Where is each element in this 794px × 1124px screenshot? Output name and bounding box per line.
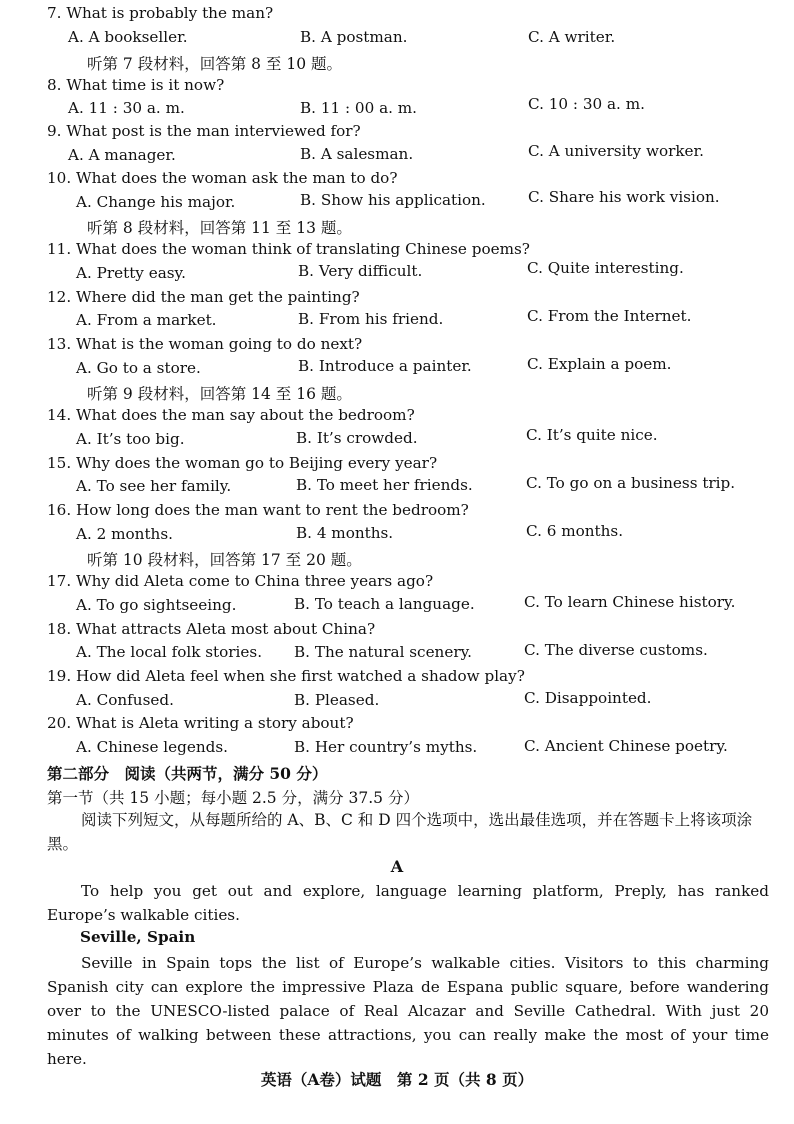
option-16b: B. 4 months. (296, 524, 394, 542)
passage-subheading: Seville, Spain (80, 928, 196, 946)
option-14b: B. It’s crowded. (296, 429, 418, 447)
section-header: 听第 9 段材料，回答第 14 至 16 题。 (87, 385, 352, 403)
option-7b: B. A postman. (300, 28, 408, 46)
option-7c: C. A writer. (528, 28, 616, 46)
option-20c: C. Ancient Chinese poetry. (524, 737, 728, 755)
question-14: 14. What does the man say about the bedroom? (47, 406, 415, 424)
question-15: 15. Why does the woman go to Beijing every year? (47, 454, 438, 472)
option-8c: C. 10 : 30 a. m. (528, 95, 645, 113)
option-11a: A. Pretty easy. (76, 264, 186, 282)
option-13b: B. Introduce a painter. (298, 357, 472, 375)
option-18a: A. The local folk stories. (76, 643, 263, 661)
option-19a: A. Confused. (76, 691, 174, 709)
option-7a: A. A bookseller. (68, 28, 188, 46)
option-10a: A. Change his major. (76, 193, 236, 211)
section-header: 听第 10 段材料，回答第 17 至 20 题。 (87, 551, 362, 569)
option-15b: B. To meet her friends. (296, 476, 473, 494)
option-11b: B. Very difficult. (298, 262, 423, 280)
section-header: 听第 8 段材料，回答第 11 至 13 题。 (87, 219, 352, 237)
passage-paragraph: Seville in Spain tops the list of Europe’s walkable cities. Visitors to this charming Spanish city can explore the impressive Plaza de Espana public square, before wandering over to the UNESCO-listed palace of Real Alcazar and Seville Cathedral. With just 20 minutes of walking between these attractions, you can really make the most of your time here. (47, 954, 769, 1068)
option-14c: C. It’s quite nice. (526, 426, 658, 444)
question-13: 13. What is the woman going to do next? (47, 335, 363, 353)
question-9: 9. What post is the man interviewed for? (47, 122, 361, 140)
option-9b: B. A salesman. (300, 145, 414, 163)
option-9a: A. A manager. (68, 146, 176, 164)
option-9c: C. A university worker. (528, 142, 704, 160)
option-11c: C. Quite interesting. (527, 259, 684, 277)
option-17a: A. To go sightseeing. (76, 596, 237, 614)
option-18b: B. The natural scenery. (294, 643, 472, 661)
section-header: 听第 7 段材料，回答第 8 至 10 题。 (87, 55, 343, 73)
question-19: 19. How did Aleta feel when she first watched a shadow play? (47, 667, 525, 685)
option-12b: B. From his friend. (298, 310, 444, 328)
option-8a: A. 11 : 30 a. m. (68, 99, 185, 117)
question-12: 12. Where did the man get the painting? (47, 288, 360, 306)
passage-label: A (390, 857, 404, 876)
question-20: 20. What is Aleta writing a story about? (47, 714, 354, 732)
option-13c: C. Explain a poem. (527, 355, 672, 373)
option-12c: C. From the Internet. (527, 307, 692, 325)
question-8: 8. What time is it now? (47, 76, 225, 94)
page-footer: 英语（A卷）试题 第 2 页（共 8 页） (260, 1070, 534, 1089)
section-title: 第一节（共 15 小题；每小题 2.5 分，满分 37.5 分） (47, 789, 419, 807)
question-17: 17. Why did Aleta come to China three years ago? (47, 572, 434, 590)
option-14a: A. It’s too big. (76, 430, 185, 448)
question-10: 10. What does the woman ask the man to do? (47, 169, 398, 187)
option-18c: C. The diverse customs. (524, 641, 708, 659)
option-20a: A. Chinese legends. (76, 738, 228, 756)
option-10b: B. Show his application. (300, 191, 486, 209)
option-12a: A. From a market. (76, 311, 217, 329)
option-19c: C. Disappointed. (524, 689, 652, 707)
option-16a: A. 2 months. (76, 525, 173, 543)
option-17b: B. To teach a language. (294, 595, 475, 613)
option-15c: C. To go on a business trip. (526, 474, 736, 492)
option-16c: C. 6 months. (526, 522, 624, 540)
passage-intro: To help you get out and explore, language learning platform, Preply, has ranked Europe’s walkable cities. (47, 882, 769, 924)
option-15a: A. To see her family. (76, 477, 232, 495)
option-13a: A. Go to a store. (76, 359, 201, 377)
option-10c: C. Share his work vision. (528, 188, 720, 206)
option-19b: B. Pleased. (294, 691, 380, 709)
part-title: 第二部分 阅读（共两节，满分 50 分） (47, 764, 328, 783)
question-18: 18. What attracts Aleta most about China? (47, 620, 376, 638)
option-20b: B. Her country’s myths. (294, 738, 478, 756)
option-8b: B. 11 : 00 a. m. (300, 99, 418, 117)
question-7: 7. What is probably the man? (47, 4, 274, 22)
reading-instructions: 阅读下列短文，从每题所给的 A、B、C 和 D 四个选项中，选出最佳选项，并在答题卡上将该项涂黑。 (47, 811, 753, 853)
question-16: 16. How long does the man want to rent the bedroom? (47, 501, 469, 519)
question-11: 11. What does the woman think of translating Chinese poems? (47, 240, 530, 258)
option-17c: C. To learn Chinese history. (524, 593, 736, 611)
